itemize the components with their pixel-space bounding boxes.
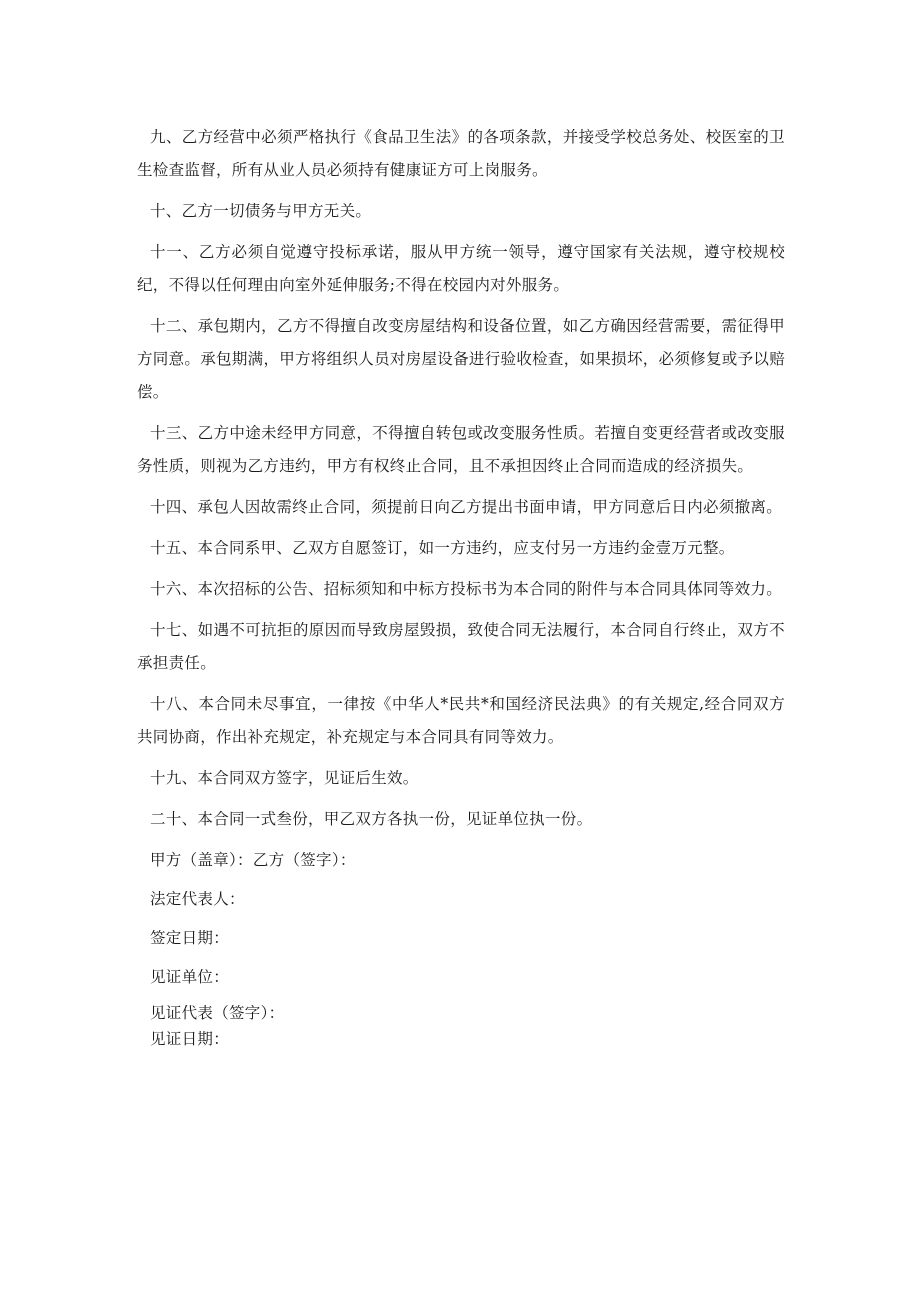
- signature-block: [137, 844, 785, 1052]
- sign-date-line: 签定日期：: [150, 929, 230, 947]
- clause-14: 十四、承包人因故需终止合同，须提前日向乙方提出书面申请，甲方同意后日内必须撤离。: [150, 498, 783, 516]
- legal-representative-line: 法定代表人：: [150, 890, 245, 908]
- clause-15: 十五、本合同系甲、乙双方自愿签订，如一方违约，应支付另一方违约金壹万元整。: [150, 539, 735, 557]
- witness-representative-line: 见证代表（签字）：: [150, 1004, 285, 1022]
- clause-10: 十、乙方一切债务与甲方无关。: [150, 202, 372, 220]
- clause-18: 十八、本合同未尽事宜，一律按《中华人*民共*和国经济民法典》的有关规定,经合同双方共同协商，作出补充规定，补充规定与本合同具有同等效力。: [137, 695, 785, 746]
- clause-19: 十九、本合同双方签字，见证后生效。: [150, 769, 419, 787]
- clause-12: 十二、承包期内，乙方不得擅自改变房屋结构和设备位置，如乙方确因经营需要，需征得甲方同意。承包期满，甲方将组织人员对房屋设备进行验收检查，如果损坏，必须修复或予以赔偿。: [137, 317, 785, 401]
- clause-16: 十六、本次招标的公告、招标须知和中标方投标书为本合同的附件与本合同具体同等效力。: [150, 580, 783, 598]
- clause-20: 二十、本合同一式叁份，甲乙双方各执一份，见证单位执一份。: [150, 810, 593, 828]
- witness-unit-line: 见证单位：: [150, 968, 230, 986]
- clause-11: 十一、乙方必须自觉遵守投标承诺，服从甲方统一领导，遵守国家有关法规，遵守校规校纪，不得以任何理由向室外延伸服务;不得在校园内对外服务。: [137, 243, 785, 294]
- clause-13: 十三、乙方中途未经甲方同意，不得擅自转包或改变服务性质。若擅自变更经营者或改变服务性质，则视为乙方违约，甲方有权终止合同，且不承担因终止合同而造成的经济损失。: [137, 424, 785, 475]
- contract-page: [137, 121, 785, 1052]
- clause-9: 九、乙方经营中必须严格执行《食品卫生法》的各项条款，并接受学校总务处、校医室的卫生检查监督，所有从业人员必须持有健康证方可上岗服务。: [137, 128, 785, 179]
- parties-signature-line: 甲方（盖章）：乙方（签字）：: [150, 851, 356, 869]
- clause-17: 十七、如遇不可抗拒的原因而导致房屋毁损，致使合同无法履行，本合同自行终止，双方不承担责任。: [137, 621, 785, 672]
- witness-date-line: 见证日期：: [150, 1030, 230, 1048]
